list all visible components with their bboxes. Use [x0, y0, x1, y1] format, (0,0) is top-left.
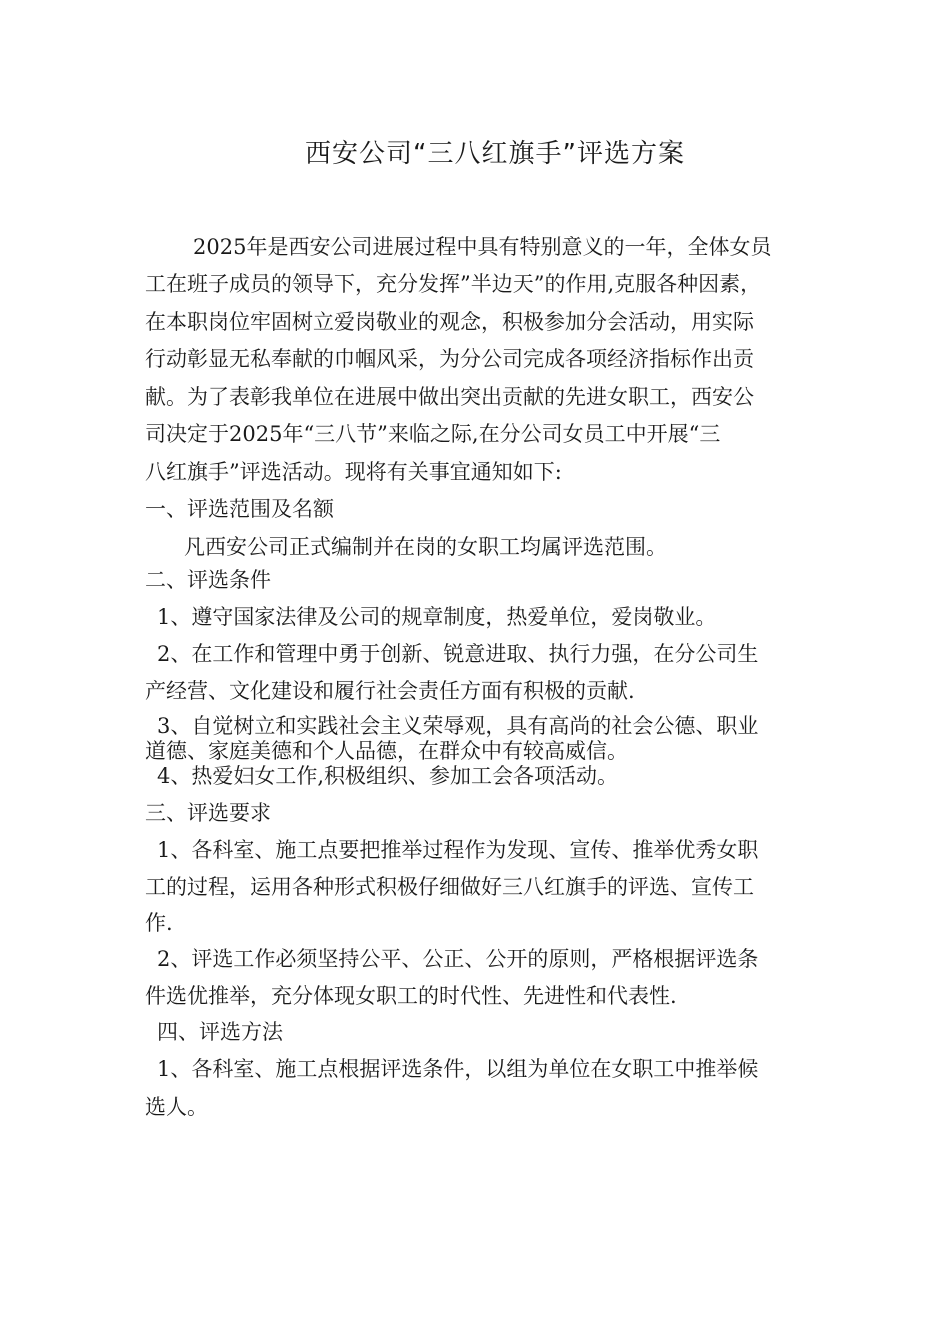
body-line: 选人。: [145, 1095, 208, 1119]
list-item: 4、热爱妇女工作,积极组织、参加工会各项活动。: [157, 764, 619, 788]
body-line: 道德、家庭美德和个人品德，在群众中有较高威信。: [145, 739, 628, 763]
list-item: 2、在工作和管理中勇于创新、锐意进取、执行力强，在分公司生: [157, 642, 759, 666]
section-heading-requirements: 三、评选要求: [145, 801, 271, 825]
body-line: 工在班子成员的领导下，充分发挥”半边天”的作用,克服各种因素，: [145, 272, 762, 296]
list-item: 1、各科室、施工点根据评选条件，以组为单位在女职工中推举候: [157, 1057, 759, 1081]
body-line: 2025年是西安公司进展过程中具有特别意义的一年，全体女员: [193, 235, 772, 259]
section-heading-scope: 一、评选范围及名额: [145, 497, 334, 521]
body-line: 在本职岗位牢固树立爱岗敬业的观念，积极参加分会活动，用实际: [145, 310, 754, 334]
document-title: 西安公司“三八红旗手”评选方案: [305, 139, 685, 169]
list-item: 1、各科室、施工点要把推举过程作为发现、宣传、推举优秀女职: [157, 838, 759, 862]
list-item: 1、遵守国家法律及公司的规章制度，热爱单位，爱岗敬业。: [157, 605, 717, 629]
body-line: 行动彰显无私奉献的巾帼风采，为分公司完成各项经济指标作出贡: [145, 347, 754, 371]
list-item: 2、评选工作必须坚持公平、公正、公开的原则，严格根据评选条: [157, 947, 759, 971]
section-heading-conditions: 二、评选条件: [145, 568, 271, 592]
body-line: 献。为了表彰我单位在进展中做出突出贡献的先进女职工，西安公: [145, 385, 754, 409]
body-line: 产经营、文化建设和履行社会责任方面有积极的贡献.: [145, 679, 635, 703]
body-line: 凡西安公司正式编制并在岗的女职工均属评选范围。: [184, 535, 667, 559]
body-line: 八红旗手”评选活动。现将有关事宜通知如下:: [145, 460, 562, 484]
body-line: 件选优推举，充分体现女职工的时代性、先进性和代表性.: [145, 984, 677, 1008]
section-heading-methods: 四、评选方法: [157, 1020, 283, 1044]
body-line: 司决定于2025年“三八节”来临之际,在分公司女员工中开展“三: [145, 422, 721, 446]
body-line: 作.: [145, 911, 173, 935]
list-item: 3、自觉树立和实践社会主义荣辱观，具有高尚的社会公德、职业: [157, 714, 759, 738]
body-line: 工的过程，运用各种形式积极仔细做好三八红旗手的评选、宣传工: [145, 875, 754, 899]
